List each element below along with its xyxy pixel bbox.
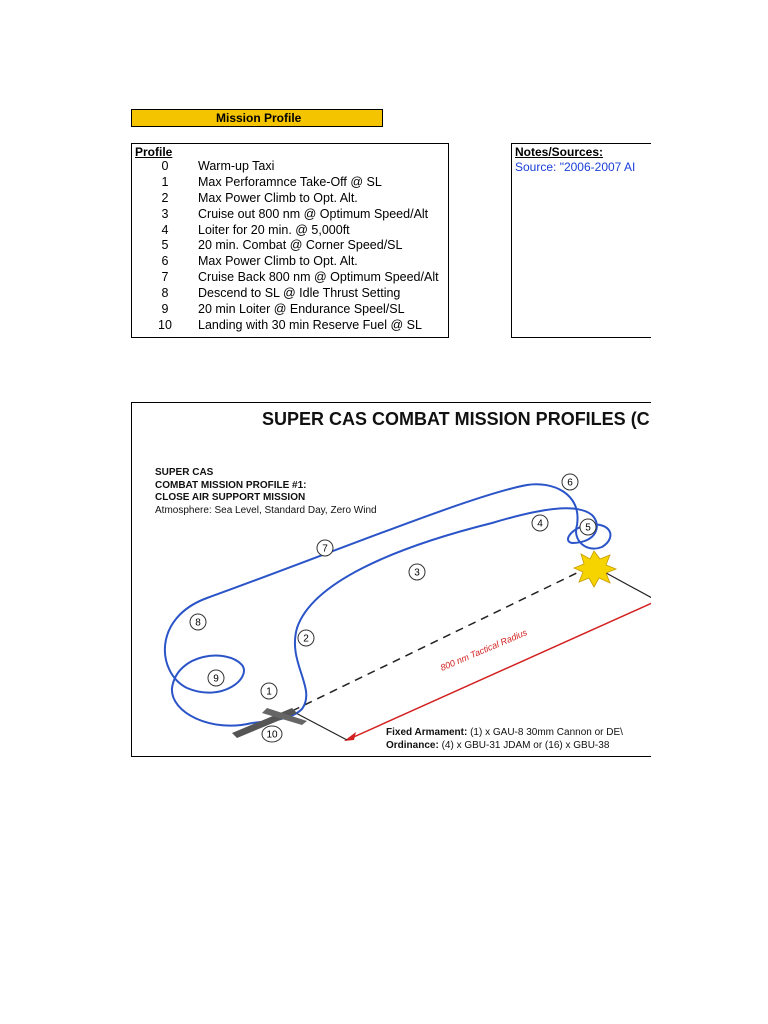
svg-text:2: 2 xyxy=(303,633,309,645)
profile-row xyxy=(132,207,448,223)
svg-text:4: 4 xyxy=(537,518,543,530)
tactical-radius-label: 800 nm Tactical Radius xyxy=(438,627,529,673)
profile-row xyxy=(132,254,448,270)
subtitle-line-2: COMBAT MISSION PROFILE #1: xyxy=(155,479,307,491)
profile-rows xyxy=(132,159,448,334)
notes-source: Source: "2006-2007 AI xyxy=(515,160,636,174)
notes-header: Notes/Sources: xyxy=(515,145,604,159)
diagram-title: SUPER CAS COMBAT MISSION PROFILES (C xyxy=(262,409,650,429)
ordinance-value: (4) x GBU-31 JDAM or (16) x GBU-38 xyxy=(438,739,610,751)
profile-marker-2 xyxy=(298,630,314,646)
profile-row xyxy=(132,270,448,286)
ordinance-label: Ordinance: xyxy=(386,739,439,751)
profile-number: 8 xyxy=(161,286,169,301)
profile-number: 3 xyxy=(161,206,169,221)
svg-text:8: 8 xyxy=(195,617,201,629)
notes-box xyxy=(511,143,651,338)
profile-marker-4 xyxy=(532,515,548,531)
subtitle-line-3: CLOSE AIR SUPPORT MISSION xyxy=(155,492,306,503)
fixed-armament-label: Fixed Armament: xyxy=(386,727,468,738)
profile-number: 5 xyxy=(161,238,169,253)
profile-description: Descend to SL @ Idle Thrust Setting xyxy=(198,286,401,301)
profile-description: Max Power Climb to Opt. Alt. xyxy=(198,190,358,205)
range-end-line xyxy=(292,711,347,740)
svg-text:7: 7 xyxy=(322,543,328,555)
profile-description: Landing with 30 min Reserve Fuel @ SL xyxy=(198,317,422,332)
svg-text:9: 9 xyxy=(213,673,219,685)
profile-marker-8 xyxy=(190,614,206,630)
flight-path-diagram xyxy=(132,403,651,757)
svg-text:1: 1 xyxy=(266,686,272,698)
profile-column-header: Profile xyxy=(135,145,173,159)
profile-marker-3 xyxy=(409,564,425,580)
profile-description: Max Perforamnce Take-Off @ SL xyxy=(198,174,382,189)
profile-number: 1 xyxy=(161,174,169,189)
profile-row xyxy=(132,302,448,318)
diagram-subtitle xyxy=(155,467,377,517)
profile-row xyxy=(132,318,448,334)
svg-text:5: 5 xyxy=(585,522,591,534)
profile-number: 9 xyxy=(161,302,169,317)
profile-marker-10 xyxy=(262,726,282,742)
profile-description: Cruise Back 800 nm @ Optimum Speed/Alt xyxy=(198,270,439,285)
profile-marker-9 xyxy=(208,670,224,686)
profile-marker-6 xyxy=(562,474,578,490)
profile-row xyxy=(132,191,448,207)
mission-profile-diagram xyxy=(131,402,651,757)
svg-text:10: 10 xyxy=(266,729,278,741)
profile-number: 2 xyxy=(161,190,169,205)
profile-marker-5 xyxy=(580,519,596,535)
subtitle-line-1: SUPER CAS xyxy=(155,467,214,478)
profile-number: 10 xyxy=(158,317,172,332)
profile-number: 6 xyxy=(161,254,169,269)
profile-row xyxy=(132,175,448,191)
profile-description: Loiter for 20 min. @ 5,000ft xyxy=(198,222,350,237)
profile-row xyxy=(132,286,448,302)
svg-text:6: 6 xyxy=(567,477,573,489)
profile-description: Cruise out 800 nm @ Optimum Speed/Alt xyxy=(198,206,429,221)
mission-profile-table xyxy=(131,143,449,338)
profile-number: 0 xyxy=(161,159,169,173)
profile-description: Max Power Climb to Opt. Alt. xyxy=(198,254,358,269)
profile-row xyxy=(132,223,448,239)
profile-description: 20 min Loiter @ Endurance Speel/SL xyxy=(198,302,405,317)
mission-profile-title: Mission Profile xyxy=(131,109,383,127)
profile-description: 20 min. Combat @ Corner Speed/SL xyxy=(198,238,403,253)
explosion-icon xyxy=(574,551,616,587)
atmosphere-label: Atmosphere: Sea Level, Standard Day, Zero Wind xyxy=(155,504,377,516)
profile-marker-1 xyxy=(261,683,277,699)
profile-number: 4 xyxy=(161,222,169,237)
svg-text:3: 3 xyxy=(414,567,420,579)
tactical-radius-arrow-line xyxy=(347,603,651,740)
profile-row xyxy=(132,159,448,175)
profile-row xyxy=(132,238,448,254)
flight-path-outbound xyxy=(252,508,597,723)
tactical-radius-dashed-line xyxy=(292,568,587,711)
profile-description: Warm-up Taxi xyxy=(198,159,275,173)
profile-marker-7 xyxy=(317,540,333,556)
profile-number: 7 xyxy=(161,270,169,285)
armament-block xyxy=(386,727,623,752)
fixed-armament-value: (1) x GAU-8 30mm Cannon or DE\ xyxy=(467,727,623,738)
